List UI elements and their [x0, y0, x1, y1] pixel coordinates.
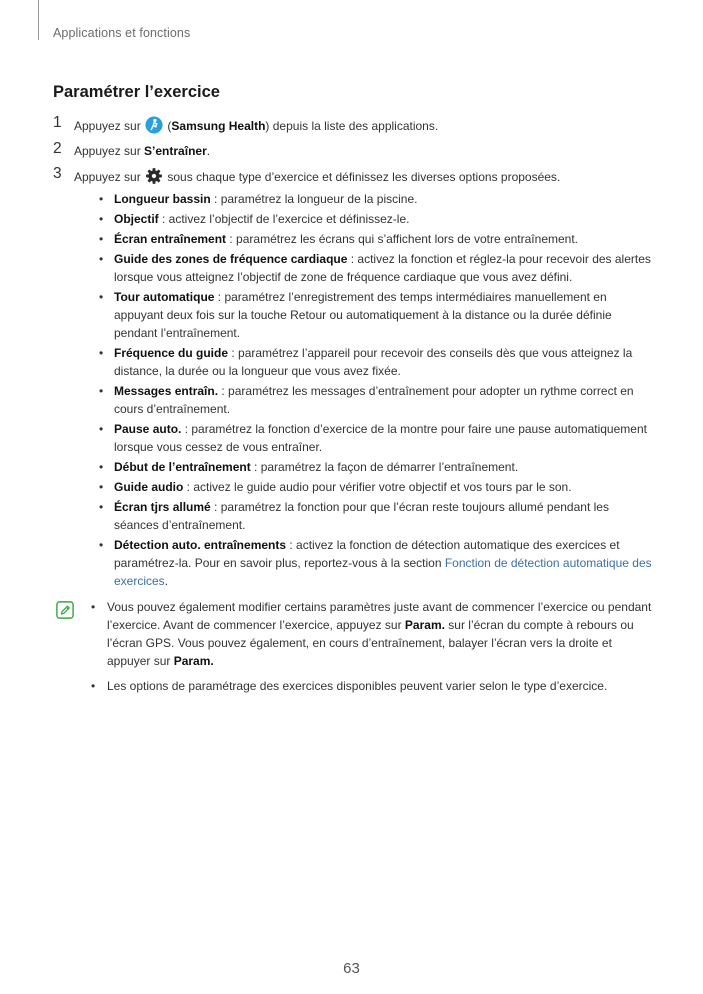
list-item [95, 288, 653, 342]
option-term: Longueur bassin [114, 192, 211, 206]
step-text-pre: Appuyez sur [74, 144, 145, 158]
option-end: . [164, 574, 169, 588]
step-text [74, 170, 560, 184]
option-desc: : paramétrez la fonction d’exercice de la montre pour faire une pause automatiquement lorsque vous cessez de vous entraîner. [114, 422, 647, 454]
option-term: Guide des zones de fréquence cardiaque [114, 252, 348, 266]
step-text-pre: Appuyez sur [74, 119, 141, 133]
list-item [95, 536, 653, 590]
list-item [88, 598, 653, 670]
content [53, 116, 653, 597]
option-term: Fréquence du guide [114, 346, 229, 360]
list-item [95, 498, 653, 534]
option-term: Pause auto. [114, 422, 182, 436]
option-desc: : activez la fonction de détection automatique des exercices et paramétrez-la. Pour en savoir plus, reportez-vous à la section [114, 538, 620, 570]
gear-icon [145, 167, 163, 185]
option-desc: : paramétrez les écrans qui s’affichent lors de votre entraînement. [226, 232, 579, 246]
step-3 [53, 167, 653, 590]
list-item [95, 382, 653, 418]
option-desc: : paramétrez la façon de démarrer l’entraînement. [250, 460, 519, 474]
option-term: Objectif [114, 212, 159, 226]
note-text: Les options de paramétrage des exercices disponibles peuvent varier selon le type d’exercice. [107, 679, 608, 693]
option-term: Début de l’entraînement [114, 460, 251, 474]
note-list [88, 598, 653, 695]
step-text-post: . [206, 144, 211, 158]
list-item [95, 458, 653, 476]
note-text: Vous pouvez également modifier certains paramètres juste avant de commencer l’exercice ou pendant l’exercice. Avant de commencer l’exercice, appuyez sur [107, 600, 652, 632]
running-head: Applications et fonctions [53, 26, 191, 40]
param-label: Param. [404, 618, 445, 632]
list-item [95, 344, 653, 380]
option-desc: : activez l’objectif de l’exercice et définissez-le. [158, 212, 410, 226]
note-box [53, 598, 653, 702]
app-name: Samsung Health [171, 119, 266, 133]
option-term: Guide audio [114, 480, 184, 494]
list-item [88, 677, 653, 695]
param-label: Param. [173, 654, 214, 668]
samsung-health-icon [145, 116, 163, 134]
option-term: Messages entraîn. [114, 384, 219, 398]
option-desc: : paramétrez l’enregistrement des temps intermédiaires manuellement en appuyant deux fois sur la touche Retour ou automatiquement à la distance ou la durée définie pendant l’entraînement. [114, 290, 612, 340]
step-1 [53, 116, 653, 135]
option-term: Écran entraînement [114, 232, 227, 246]
list-item [95, 250, 653, 286]
option-desc: : activez le guide audio pour vérifier votre objectif et vos tours par le son. [183, 480, 572, 494]
list-item [95, 230, 653, 248]
note-pencil-icon [56, 601, 74, 619]
menu-name: S’entraîner [144, 144, 207, 158]
option-desc: : paramétrez les messages d’entraînement pour adopter un rythme correct en cours d’entraînement. [114, 384, 634, 416]
margin-rule [38, 0, 39, 40]
list-item [95, 420, 653, 456]
page-number: 63 [343, 960, 360, 977]
option-desc: : paramétrez la longueur de la piscine. [210, 192, 418, 206]
options-list [95, 190, 653, 590]
cross-reference-link[interactable]: Fonction de détection automatique des exercices [114, 556, 652, 588]
step-text [74, 144, 210, 158]
step-text-post: ) depuis la liste des applications. [265, 119, 439, 133]
step-text-pre: Appuyez sur [74, 170, 141, 184]
option-desc: : paramétrez la fonction pour que l’écran reste toujours allumé pendant les séances d’entraînement. [114, 500, 609, 532]
step-text-post: sous chaque type d’exercice et définissez les diverses options proposées. [164, 170, 561, 184]
option-desc: : paramétrez l’appareil pour recevoir des conseils dès que vous atteignez la distance, la durée ou la longueur que vous avez fixée. [114, 346, 633, 378]
option-term: Tour automatique [114, 290, 215, 304]
option-term: Détection auto. entraînements [114, 538, 287, 552]
step-number: 2 [53, 140, 62, 157]
step-2 [53, 142, 653, 160]
note-text: sur l’écran du compte à rebours ou l’écran GPS. Vous pouvez également, en cours d’entraînement, balayer l’écran vers la droite et appuyer sur [107, 618, 634, 668]
list-item [95, 190, 653, 208]
step-text [74, 119, 438, 133]
list-item [95, 478, 653, 496]
section-title: Paramétrer l’exercice [53, 83, 220, 101]
list-item [95, 210, 653, 228]
option-desc: : activez la fonction et réglez-la pour recevoir des alertes lorsque vous atteignez l’objectif de zone de fréquence cardiaque que vous avez défini. [114, 252, 651, 284]
option-term: Écran tjrs allumé [114, 500, 211, 514]
step-number: 1 [53, 114, 62, 131]
step-number: 3 [53, 165, 62, 182]
step-text-open: ( [164, 119, 172, 133]
